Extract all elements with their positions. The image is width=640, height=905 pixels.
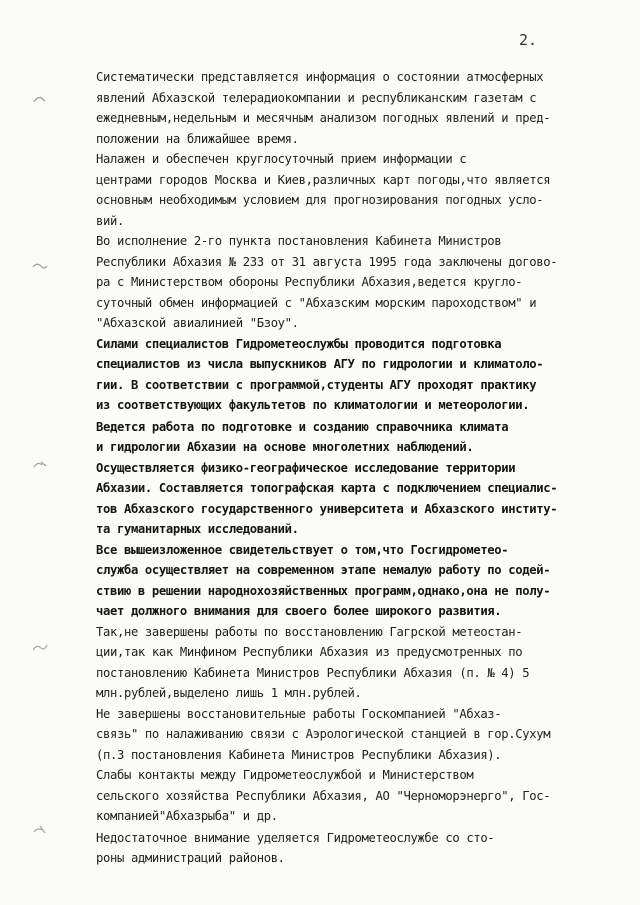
paragraph-cabinet-resolution: Во исполнение 2-го пункта постановления Кабинета Министров Республики Абхазия № 233 от 31 августа 1995 года заключены догово- ра с Министерством обороны Республики Абхазия,ведется кругло- суточный обмен информацией с "Абхазским морским пароходством" и "Абхазской авиалинией "Бзоу".: [96, 234, 558, 330]
binder-hole-mark: [31, 261, 49, 273]
paragraph-district-attention: Недостаточное внимание уделяется Гидрометеослужбе со сто- роны администраций районов.: [96, 830, 495, 865]
binder-hole-mark: [31, 824, 49, 836]
paragraph-weak-contacts: Слабы контакты между Гидрометеослужбой и Министерством сельского хозяйства Республики Абхазия, АО "Черноморэнерго", Гос- компанией"Абхазрыба" и др.: [96, 768, 551, 823]
paragraph-weather-information: Систематически представляется информация о состоянии атмосферных явлений Абхазской телерадиокомпании и республиканским газетам с ежедневным,недельным и месячным анализом погодных явлений и пред- положении на ближайшее время.: [96, 70, 551, 146]
binder-hole-mark: [31, 641, 49, 653]
paragraph-climate-handbook: Ведется работа по подготовке и созданию справочника климата и гидрологии Абхазии на основе многолетних наблюдений.: [96, 419, 509, 454]
paragraph-geographic-research: Осуществляется физико-географическое исследование территории Абхазии. Составляется топографская карта с подключением специалис- тов Абхазского государственного университета и Абхазского институ- та гуманитарных исследований.: [96, 460, 558, 536]
binder-hole-mark: [31, 459, 49, 471]
binder-hole-mark: [31, 93, 49, 105]
document-body: [96, 67, 612, 869]
paragraph-round-the-clock-reception: Налажен и обеспечен круглосуточный прием информации с центрами городов Москва и Киев,различных карт погоды,что является основным необходимым условием для прогнозирования погодных усло- вий.: [96, 152, 551, 228]
paragraph-abkhazsvyaz: Не завершены восстановительные работы Госкомпанией "Абхаз- связь" по налаживанию связи с Аэрологической станцией в гор.Сухум (п.3 постановления Кабинета Министров Республики Абхазия).: [96, 706, 551, 762]
paragraph-gagra-station: Так,не завершены работы по восстановлению Гагрской метеостан- ции,так как Минфином Республики Абхазия из предусмотренных по постановлению Кабинета Министров Республики Абхазия (п. № 4) 5 млн.рублей,выделено лишь 1 млн.рублей.: [96, 624, 530, 700]
page-number: 2.: [519, 31, 538, 49]
paragraph-summary: Все вышеизложенное свидетельствует о том,что Госгидрометео- служба осуществляет на современном этапе немалую работу по содей- ствию в решении народнохозяйственных программ,однако,она не полу- чает должного внимания для своего более широкого развития.: [96, 542, 551, 618]
paragraph-specialist-training: Силами специалистов Гидрометеослужбы проводится подготовка специалистов из числа выпускников АГУ по гидрологии и климатоло- гии. В соответствии с программой,студенты АГУ проходят практику из соответствующих факультетов по климатологии и метеорологии.: [96, 336, 544, 412]
